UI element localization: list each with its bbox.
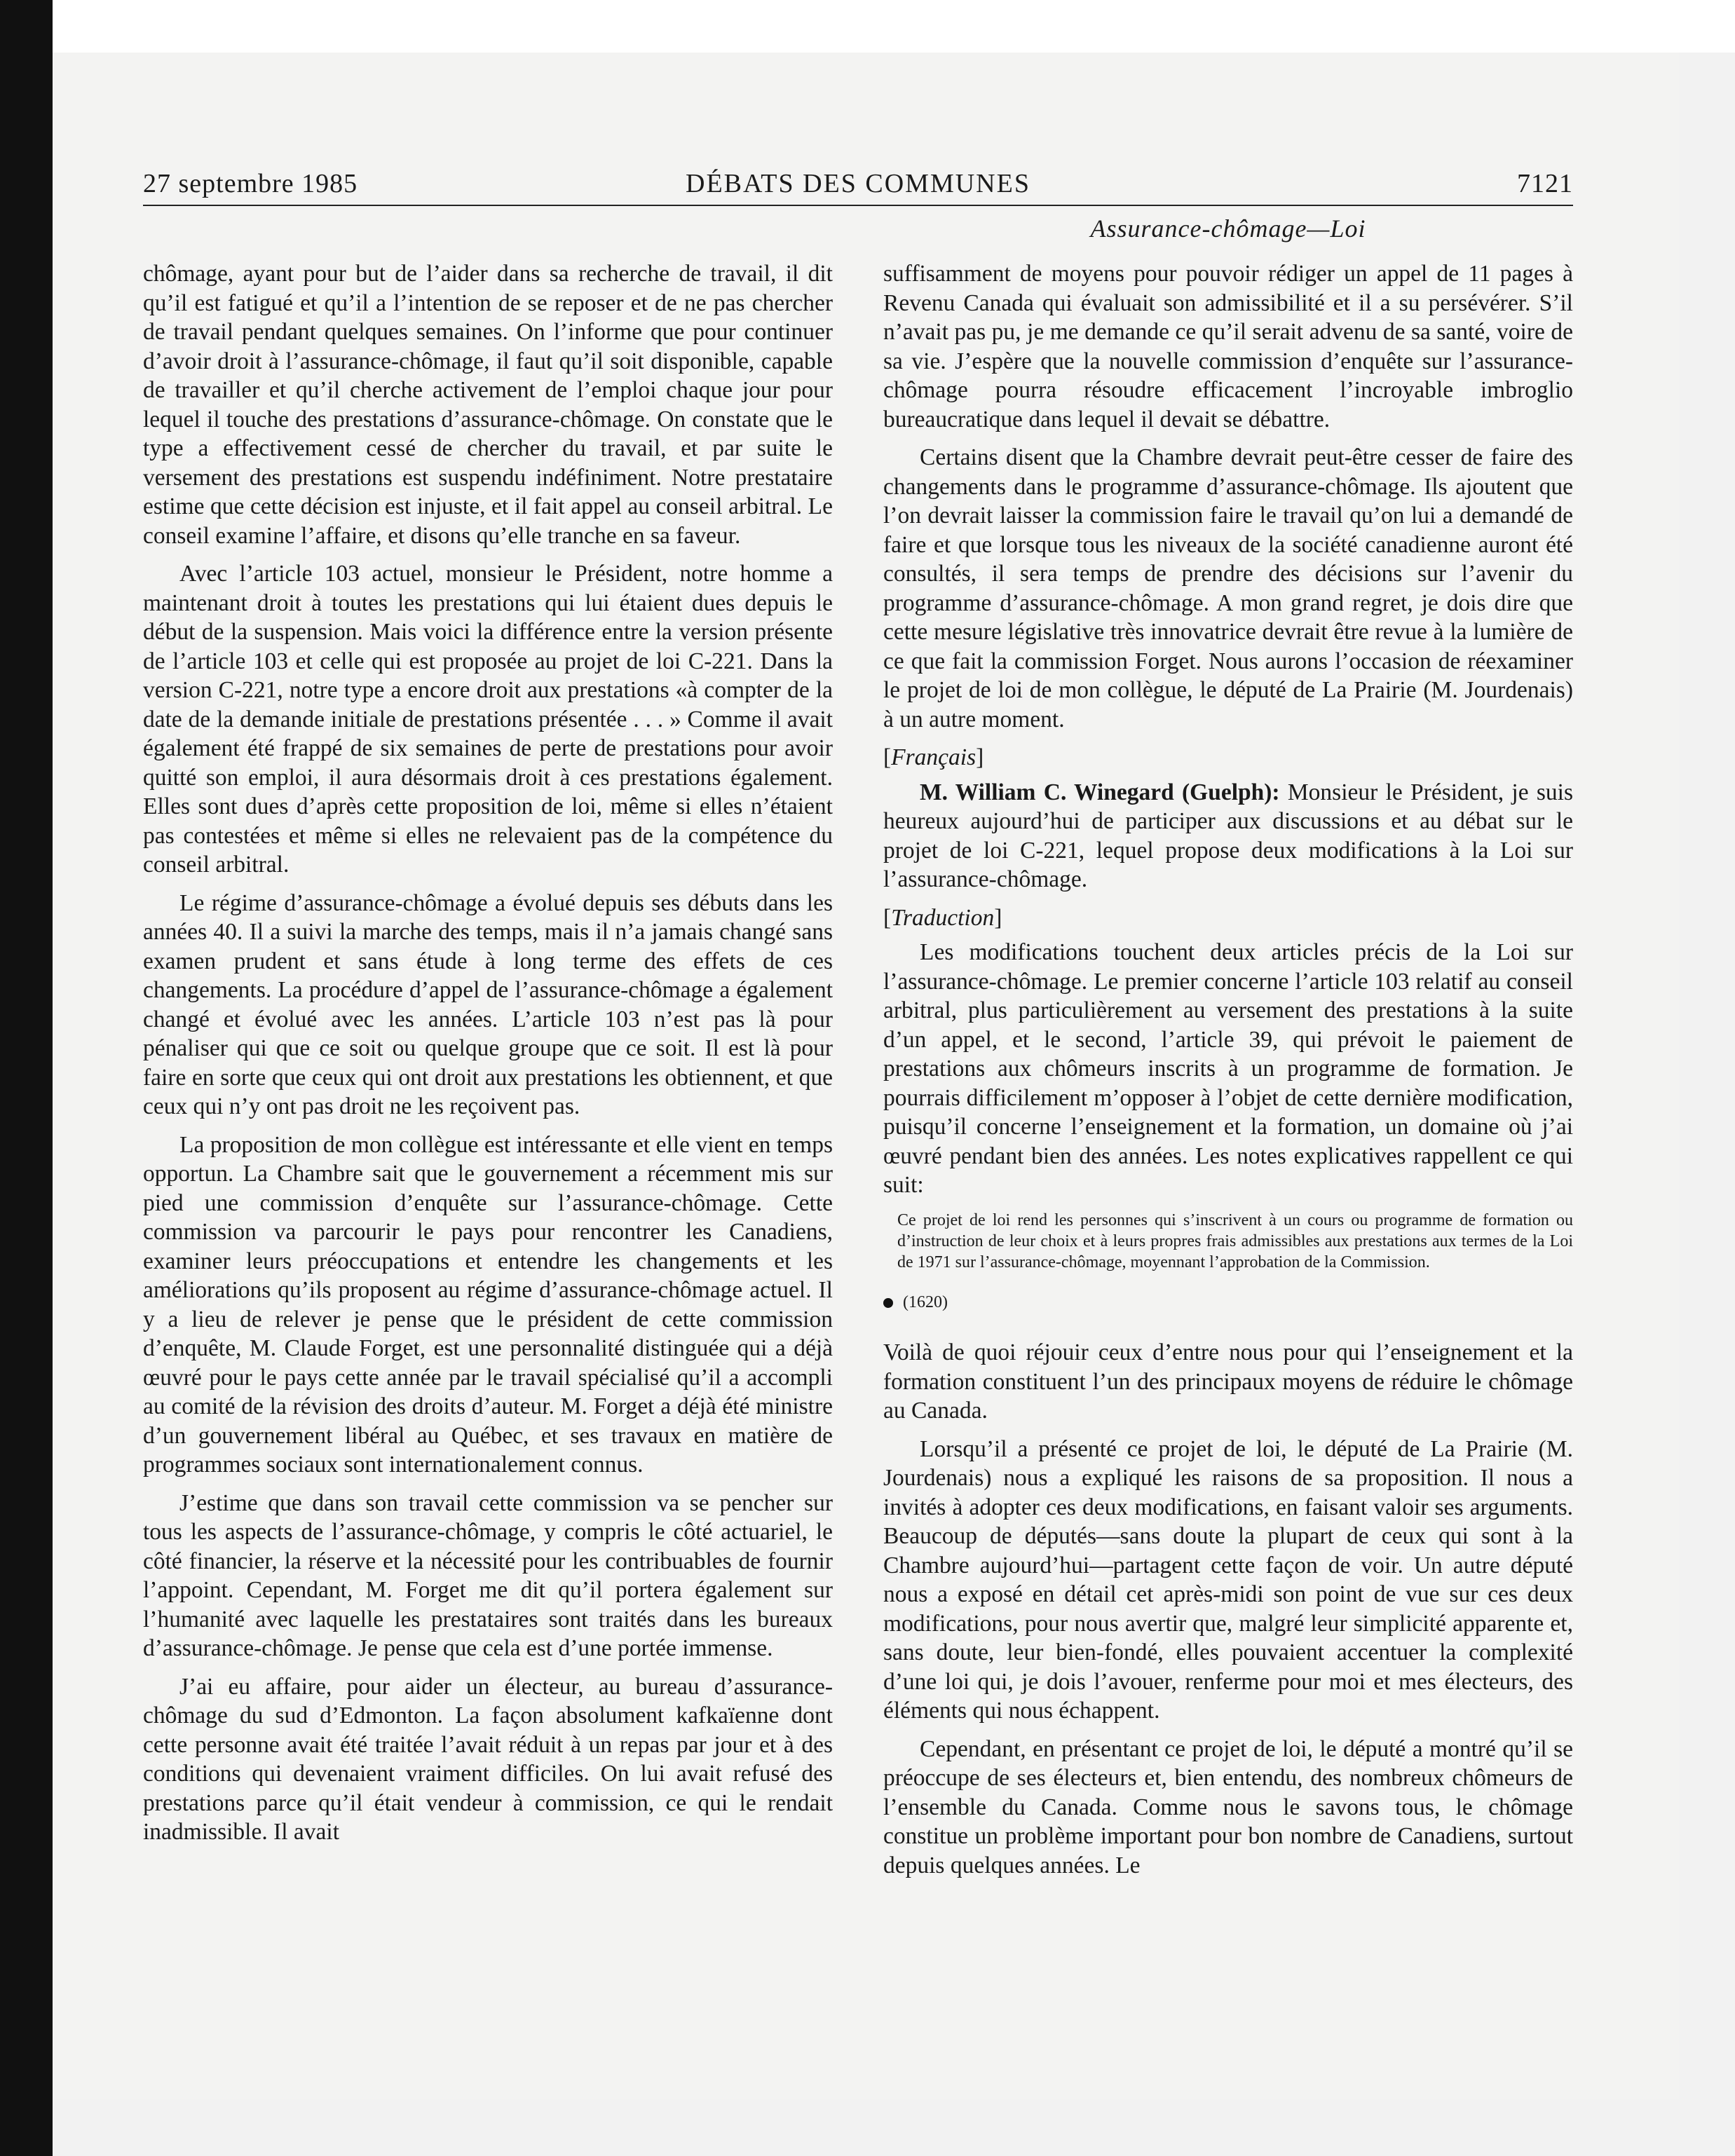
scan-edge xyxy=(0,0,53,2156)
bullet-icon xyxy=(883,1298,893,1308)
running-head: Assurance-chômage—Loi xyxy=(1090,214,1366,243)
paragraph: Cependant, en présentant ce projet de loi, le député a montré qu’il se préoccupe de ses électeurs et, bien entendu, des nombreux chômeurs de l’ensemble du Canada. Comme nous le savons tous, le chômage constitue un problème important pour bon nombre de Canadiens, surtout depuis quelques années. Le xyxy=(883,1735,1573,1878)
paragraph: J’estime que dans son travail cette commission va se pencher sur tous les aspects de l’assurance-chômage, y compris le côté actuariel, le côté financier, la réserve et la nécessité pour les contribuables de fournir l’appoint. Cependant, M. Forget me dit qu’il portera également sur l’humanité avec laquelle les prestataires sont traités dans les bureaux d’assurance-chômage. Je pense que cela est d’une portée immense. xyxy=(143,1489,833,1661)
paragraph: Voilà de quoi réjouir ceux d’entre nous pour qui l’enseignement et la formation constituent l’un des principaux moyens de réduire le chômage au Canada. xyxy=(883,1339,1573,1424)
page-header xyxy=(143,168,1573,205)
header-page-number: 7121 xyxy=(1517,169,1573,198)
paragraph: Avec l’article 103 actuel, monsieur le Président, notre homme a maintenant droit à toutes les prestations qui lui étaient dues depuis le début de la suspension. Mais voici la différence entre la version présente de l’article 103 et celle qui est proposée au projet de loi C-221. Dans la version C-221, notre type a encore droit aux prestations «à compter de la date de la demande initiale de prestations présentée . . . » Comme il avait également été frappé de six semaines de perte de prestations pour avoir quitté son emploi, il aura désormais droit à ces prestations également. Elles sont dues d’après cette proposition de loi, même si elles n’étaient pas contestées et même si elles ne relevaient pas de la compétence du conseil arbitral. xyxy=(143,561,833,878)
language-label: Français xyxy=(891,744,977,770)
paragraph: chômage, ayant pour but de l’aider dans sa recherche de travail, il dit qu’il est fatigué et qu’il a l’intention de se reposer et de ne pas chercher de travail pendant quelques semaines. On l’informe que pour continuer d’avoir droit à l’assurance-chômage, il faut qu’il soit disponible, capable de travailler et qu’il cherche activement de l’emploi chaque jour pour lequel il touche des prestations d’assurance-chômage. On constate que le type a effectivement cessé de chercher du travail, et par suite le versement des prestations est suspendu indéfiniment. Notre prestataire estime que cette décision est injuste, et il fait appel au conseil arbitral. Le conseil examine l’affaire, et disons qu’elle tranche en sa faveur. xyxy=(143,261,833,549)
timestamp xyxy=(883,1288,1573,1318)
scan-margin-top xyxy=(0,0,1735,53)
paragraph: Le régime d’assurance-chômage a évolué depuis ses débuts dans les années 40. Il a suivi la marche des temps, mais il n’a jamais changé sans examen prudent et sans étude à long terme des effets de ces changements. La procédure d’appel de l’assurance-chômage a également changé et évolué avec les années. L’article 103 n’est pas là pour pénaliser qui que ce soit ou quelque groupe que ce soit. Il est là pour faire en sorte que ceux qui ont droit aux prestations les obtiennent, et que ceux qui n’y ont pas droit ne les reçoivent pas. xyxy=(143,889,833,1119)
speech-text: Monsieur le Président, je suis heureux aujourd’hui de participer aux discussions et au débat sur le projet de loi C-221, lequel propose deux modifications à la Loi sur l’assurance-chômage. xyxy=(883,779,1573,892)
paragraph: Lorsqu’il a présenté ce projet de loi, le député de La Prairie (M. Jourdenais) nous a expliqué les raisons de sa proposition. Il nous a invités à adopter ces deux modifications, en faisant valoir ses arguments. Beaucoup de députés—sans doute la plupart de ceux qui sont à la Chambre aujourd’hui—partagent cette façon de voir. Un autre député nous a exposé en détail cet après-midi son point de vue sur ces deux modifications, pour nous avertir que, malgré leur simplicité apparente et, sans doute, leur bien-fondé, elles pouvaient accentuer la complexité d’une loi qui, je dois l’avouer, renferme pour moi et mes électeurs, des éléments qui nous échappent. xyxy=(883,1435,1573,1724)
paragraph: La proposition de mon collègue est intéressante et elle vient en temps opportun. La Chambre sait que le gouvernement a récemment mis sur pied une commission d’enquête sur l’assurance-chômage. Cette commission va parcourir le pays pour rencontrer les Canadiens, examiner leurs préoccupations et entendre les changements et les améliorations qu’ils proposent au régime d’assurance-chômage actuel. Il y a lieu de relever je pense que le président de cette commission d’enquête, M. Claude Forget, est une personnalité distinguée qui a déjà œuvré pour le pays cette année par le travail spécialisé qu’il a accompli au comité de la révision des droits d’auteur. M. Forget a déjà été ministre d’un gouvernement libéral au Québec, et ses travaux en matière de programmes sociaux sont internationalement connus. xyxy=(143,1131,833,1478)
paragraph: suffisamment de moyens pour pouvoir rédiger un appel de 11 pages à Revenu Canada qui évaluait son admissibilité et il a su persévérer. S’il n’avait pas pu, je me demande ce qu’il serait advenu de sa santé, voire de sa vie. J’espère que la nouvelle commission d’enquête sur l’assurance-chômage pourra résoudre efficacement l’incroyable imbroglio bureaucratique dans lequel il devait se débattre. xyxy=(883,261,1573,432)
language-marker-traduction: [Traduction] xyxy=(883,904,1002,931)
paragraph: Certains disent que la Chambre devrait peut-être cesser de faire des changements dans le programme d’assurance-chômage. Ils ajoutent que l’on devrait laisser la commission faire le travail qu’on lui a demandé de faire et que lorsque tous les niveaux de la société canadienne auront été consultés, il sera temps de prendre des décisions sur l’avenir du programme d’assurance-chômage. A mon grand regret, je dois dire que cette mesure législative très innovatrice devrait être revue à la lumière de ce que fait la commission Forget. Nous aurons l’occasion de réexaminer le projet de loi de mon collègue, le député de La Prairie (M. Jourdenais) à un autre moment. xyxy=(883,444,1573,732)
block-quote: Ce projet de loi rend les personnes qui s’inscrivent à un cours ou programme de formation ou d’instruction de leur choix et à leurs propres frais admissibles aux prestations aux termes de la Loi de 1971 sur l’assurance-chômage, moyennant l’approbation de la Commission. xyxy=(897,1210,1573,1271)
header-journal-title: DÉBATS DES COMMUNES xyxy=(686,169,1030,198)
header-date: 27 septembre 1985 xyxy=(143,169,358,198)
timestamp-text: (1620) xyxy=(903,1292,948,1311)
paragraph: Les modifications touchent deux articles précis de la Loi sur l’assurance-chômage. Le premier concerne l’article 103 relatif au conseil arbitral, plus particulièrement au versement des prestations à la suite d’un appel, et le second, l’article 39, qui prévoit le paiement de prestations aux chômeurs inscrits à un programme de formation. Je pourrais difficilement m’opposer à l’objet de cette dernière modification, puisqu’il concerne l’enseignement et la formation, un domaine où j’ai œuvré pendant bien des années. Les notes explicatives rappellent ce qui suit: xyxy=(883,939,1573,1198)
header-rule xyxy=(143,205,1573,206)
speaker-name: M. William C. Winegard (Guelph): xyxy=(920,779,1280,805)
speaker-paragraph xyxy=(883,778,1573,894)
paragraph: J’ai eu affaire, pour aider un électeur, au bureau d’assurance-chômage du sud d’Edmonton. La façon absolument kafkaïenne dont cette personne avait été traitée l’avait réduit à un repas par jour et à des conditions qui devenaient vraiment difficiles. On lui avait refusé des prestations parce qu’il était vendeur à commission, ce qui le rendait inadmissible. Il avait xyxy=(143,1673,833,1845)
language-marker-francais: [Français] xyxy=(883,744,984,770)
language-label: Traduction xyxy=(891,904,995,931)
right-column xyxy=(883,259,1573,1889)
left-column xyxy=(143,259,833,1856)
